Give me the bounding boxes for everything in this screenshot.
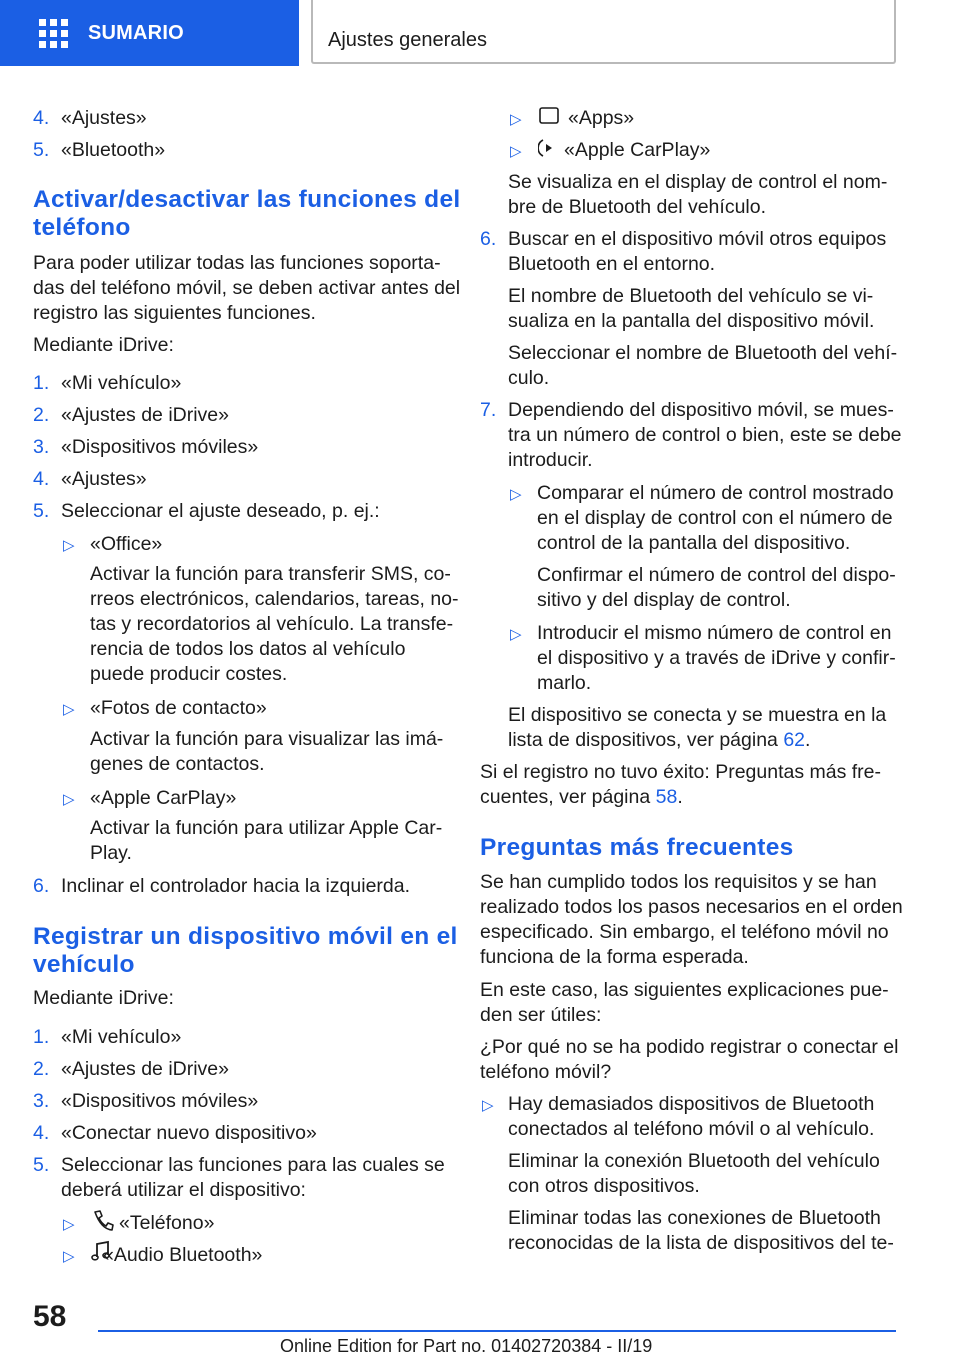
bullet-item: «Apps» <box>568 107 635 129</box>
bullet-text: Activar la función para utilizar Apple Car‐ <box>90 817 443 839</box>
bullet-text: Eliminar la conexión Bluetooth del vehículo <box>508 1150 880 1172</box>
list-number: 3. <box>33 436 50 458</box>
list-item: sualiza en la pantalla del dispositivo móvil. <box>508 310 875 332</box>
bullet-text: Eliminar todas las conexiones de Bluetooth <box>508 1207 881 1229</box>
bullet-text: sitivo y del display de control. <box>537 589 791 611</box>
bullet-item: «Audio Bluetooth» <box>103 1244 263 1266</box>
bullet-text: el dispositivo y a través de iDrive y confir‐ <box>537 647 896 669</box>
footer-divider <box>98 1330 896 1332</box>
paragraph-line: Se visualiza en el display de control el nom‐ <box>508 171 888 193</box>
section-heading: teléfono <box>33 214 131 241</box>
apps-icon <box>538 106 560 126</box>
paragraph-line: Si el registro no tuvo éxito: Preguntas más fre‐ <box>480 761 882 783</box>
list-number: 2. <box>33 404 50 426</box>
bullet-text: tas y recordatorios al vehículo. La transfe‐ <box>90 613 454 635</box>
list-number: 4. <box>33 107 50 129</box>
bullet-triangle-icon: ▷ <box>482 1097 494 1114</box>
page-number: 58 <box>33 1300 67 1333</box>
bullet-item: «Office» <box>90 533 163 555</box>
paragraph-line: bre de Bluetooth del vehículo. <box>508 196 767 218</box>
list-item: Buscar en el dispositivo móvil otros equipos <box>508 228 887 250</box>
list-item: «Ajustes» <box>61 107 147 129</box>
bullet-item: «Fotos de contacto» <box>90 697 267 719</box>
bullet-text: marlo. <box>537 672 592 694</box>
list-number: 4. <box>33 1122 50 1144</box>
list-item: Seleccionar el ajuste deseado, p. ej.: <box>61 500 380 522</box>
list-number: 7. <box>480 399 497 421</box>
bullet-text: Confirmar el número de control del dispo‐ <box>537 564 896 586</box>
phone-icon <box>91 1209 117 1231</box>
grid-menu-icon <box>39 19 68 48</box>
list-item: «Dispositivos móviles» <box>61 436 259 458</box>
list-item: «Conectar nuevo dispositivo» <box>61 1122 317 1144</box>
page-link-62[interactable]: 62 <box>783 729 806 751</box>
list-item: «Ajustes de iDrive» <box>61 1058 229 1080</box>
section-heading: Preguntas más frecuentes <box>480 834 794 861</box>
bullet-text: Comparar el número de control mostrado <box>537 482 894 504</box>
bullet-triangle-icon: ▷ <box>510 486 522 503</box>
bullet-text: puede producir costes. <box>90 663 288 685</box>
list-number: 6. <box>33 875 50 897</box>
bullet-triangle-icon: ▷ <box>63 537 75 554</box>
paragraph-line <box>508 727 810 753</box>
section-heading: Activar/desactivar las funciones del <box>33 186 461 213</box>
paragraph-line: Mediante iDrive: <box>33 987 174 1009</box>
list-item: «Ajustes» <box>61 468 147 490</box>
list-item: culo. <box>508 367 550 389</box>
bullet-text: con otros dispositivos. <box>508 1175 700 1197</box>
carplay-play-icon <box>538 138 558 158</box>
bullet-triangle-icon: ▷ <box>63 701 75 718</box>
bullet-text: reconocidas de la lista de dispositivos del te‐ <box>508 1232 894 1254</box>
bullet-text: rreos electrónicos, calendarios, tareas, no‐ <box>90 588 459 610</box>
list-item: tra un número de control o bien, este se debe <box>508 424 902 446</box>
section-heading: vehículo <box>33 951 135 978</box>
list-number: 5. <box>33 500 50 522</box>
paragraph-line: Se han cumplido todos los requisitos y se han <box>480 871 877 893</box>
page-link-58[interactable]: 58 <box>655 786 678 808</box>
paragraph-text: cuentes, ver página <box>480 786 656 808</box>
paragraph-line: das del teléfono móvil, se deben activar antes del <box>33 277 461 299</box>
paragraph-line: En este caso, las siguientes explicaciones pue‐ <box>480 979 889 1001</box>
paragraph-line: Para poder utilizar todas las funciones soporta‐ <box>33 252 441 274</box>
list-item: «Dispositivos móviles» <box>61 1090 259 1112</box>
paragraph-line: teléfono móvil? <box>480 1061 612 1083</box>
paragraph-text: . <box>805 729 811 751</box>
paragraph-line: ¿Por qué no se ha podido registrar o conectar el <box>480 1036 899 1058</box>
sumario-label: SUMARIO <box>88 21 184 44</box>
bullet-text: Play. <box>90 842 132 864</box>
bullet-triangle-icon: ▷ <box>63 1248 75 1265</box>
list-number: 3. <box>33 1090 50 1112</box>
bullet-text: genes de contactos. <box>90 753 265 775</box>
paragraph-text: . <box>677 786 683 808</box>
list-item: Seleccionar el nombre de Bluetooth del vehí‐ <box>508 342 898 364</box>
bullet-triangle-icon: ▷ <box>63 1216 75 1233</box>
list-item: «Mi vehículo» <box>61 1026 182 1048</box>
list-item: deberá utilizar el dispositivo: <box>61 1179 306 1201</box>
paragraph-line <box>480 784 683 810</box>
list-number: 1. <box>33 1026 50 1048</box>
bullet-item: «Teléfono» <box>119 1212 215 1234</box>
list-number: 5. <box>33 139 50 161</box>
paragraph-line: den ser útiles: <box>480 1004 602 1026</box>
list-item: El nombre de Bluetooth del vehículo se vi‐ <box>508 285 874 307</box>
section-heading: Registrar un dispositivo móvil en el <box>33 923 458 950</box>
sumario-button[interactable] <box>0 0 299 66</box>
paragraph-line: especificado. Sin embargo, el teléfono móvil no <box>480 921 889 943</box>
list-item: «Bluetooth» <box>61 139 166 161</box>
paragraph-line: registro las siguientes funciones. <box>33 302 316 324</box>
bullet-text: en el display de control con el número de <box>537 507 893 529</box>
bullet-triangle-icon: ▷ <box>63 791 75 808</box>
list-number: 2. <box>33 1058 50 1080</box>
bullet-text: rencia de todos los datos al vehículo <box>90 638 406 660</box>
list-item: «Mi vehículo» <box>61 372 182 394</box>
bullet-item: «Apple CarPlay» <box>90 787 237 809</box>
bullet-text: Activar la función para visualizar las imá‐ <box>90 728 444 750</box>
paragraph-line: funciona de la forma esperada. <box>480 946 749 968</box>
list-item: Bluetooth en el entorno. <box>508 253 716 275</box>
edition-footer: Online Edition for Part no. 01402720384 - II/19 <box>280 1336 653 1356</box>
top-bar <box>0 0 960 66</box>
section-title-tab[interactable] <box>311 0 896 64</box>
bullet-text: Introducir el mismo número de control en <box>537 622 892 644</box>
paragraph-text: lista de dispositivos, ver página <box>508 729 784 751</box>
bullet-triangle-icon: ▷ <box>510 626 522 643</box>
bullet-text: Hay demasiados dispositivos de Bluetooth <box>508 1093 875 1115</box>
list-item: introducir. <box>508 449 593 471</box>
list-item: Seleccionar las funciones para las cuales se <box>61 1154 445 1176</box>
paragraph-line: realizado todos los pasos necesarios en el orden <box>480 896 903 918</box>
bullet-item: «Apple CarPlay» <box>564 139 711 161</box>
paragraph-line: El dispositivo se conecta y se muestra en la <box>508 704 887 726</box>
list-item: Dependiendo del dispositivo móvil, se mues‐ <box>508 399 894 421</box>
list-item: Inclinar el controlador hacia la izquierda. <box>61 875 411 897</box>
bullet-triangle-icon: ▷ <box>510 143 522 160</box>
list-number: 5. <box>33 1154 50 1176</box>
list-number: 6. <box>480 228 497 250</box>
list-number: 1. <box>33 372 50 394</box>
bullet-triangle-icon: ▷ <box>510 111 522 128</box>
bullet-text: conectados al teléfono móvil o al vehículo. <box>508 1118 875 1140</box>
list-number: 4. <box>33 468 50 490</box>
list-item: «Ajustes de iDrive» <box>61 404 229 426</box>
bullet-text: control de la pantalla del dispositivo. <box>537 532 851 554</box>
section-title: Ajustes generales <box>328 29 487 51</box>
paragraph-line: Mediante iDrive: <box>33 334 174 356</box>
bullet-text: Activar la función para transferir SMS, co‐ <box>90 563 451 585</box>
